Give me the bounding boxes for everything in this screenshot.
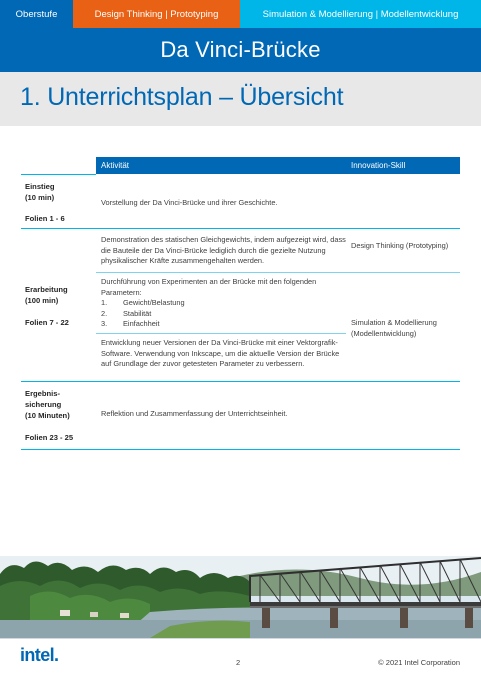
copyright-notice: © 2021 Intel Corporation xyxy=(378,658,460,667)
page-number: 2 xyxy=(236,658,241,667)
activity-cell: Vorstellung der Da Vinci-Brücke und ihrer Geschichte. xyxy=(101,198,278,207)
phase-duration: (100 min) xyxy=(25,296,59,305)
list-number: 3. xyxy=(101,319,108,329)
slides-range: Folien 23 - 25 xyxy=(25,433,74,442)
bridge-landscape-photo xyxy=(0,556,481,638)
section-heading: 1. Unterrichtsplan – Übersicht xyxy=(20,83,344,111)
slides-range: Folien 1 - 6 xyxy=(25,214,65,223)
phase-duration: (10 Minuten) xyxy=(25,411,70,420)
phase-ergebnissicherung xyxy=(25,388,70,421)
tab-simulation[interactable]: Simulation & Modellierung | Modellentwicklung xyxy=(240,0,481,28)
list-label: Stabilität xyxy=(123,308,152,318)
phase-name: Ergebnis- xyxy=(25,389,61,398)
column-header-skill: Innovation-Skill xyxy=(346,157,460,174)
footer-divider xyxy=(0,638,481,639)
skill-cell: Simulation & Modellierung (Modellentwicklung) xyxy=(351,318,437,338)
list-number: 1. xyxy=(101,298,108,308)
column-header-activity: Aktivität xyxy=(96,157,346,174)
section-header xyxy=(0,72,481,126)
row-divider xyxy=(21,449,460,450)
phase-name: sicherung xyxy=(25,400,62,409)
activity-cell xyxy=(101,277,346,330)
sub-row-divider xyxy=(96,333,346,334)
sub-row-divider xyxy=(96,272,460,273)
intel-logo: intel. xyxy=(20,645,59,665)
phase-erarbeitung xyxy=(25,284,68,306)
phase-duration: (10 min) xyxy=(25,193,55,202)
list-item xyxy=(101,298,346,309)
phase-einstieg xyxy=(25,181,55,203)
tab-design-thinking[interactable]: Design Thinking | Prototyping xyxy=(73,0,240,28)
activity-intro: Durchführung von Experimenten an der Brücke mit den folgenden Parametern: xyxy=(101,277,317,297)
skill-cell: Design Thinking (Prototyping) xyxy=(351,241,449,250)
list-item xyxy=(101,319,346,330)
activity-cell: Reflektion und Zusammenfassung der Unterrichtseinheit. xyxy=(101,409,288,418)
top-tab-bar xyxy=(0,0,481,28)
tab-oberstufe[interactable]: Oberstufe xyxy=(0,0,73,28)
activity-cell: Demonstration des statischen Gleichgewichts, indem aufgezeigt wird, dass die Bauteile der Da Vinci-Brücke lediglich durch die gezielte Nutzung physikalischer Kräfte zusammengehalten werden. xyxy=(101,235,346,266)
list-item xyxy=(101,309,346,320)
row-divider xyxy=(21,228,460,229)
list-label: Gewicht/Belastung xyxy=(123,298,185,308)
phase-name: Einstieg xyxy=(25,182,55,191)
slides-range: Folien 7 - 22 xyxy=(25,318,69,327)
parameter-list xyxy=(101,298,346,330)
activity-cell: Entwicklung neuer Versionen der Da Vinci-Brücke mit einer Vektorgrafik-Software. Verwendung von Inkscape, um die aktuelle Version der Brücke auf Grundlage der zuvor getesteten Parameter zu verbessern. xyxy=(101,338,340,369)
phase-name: Erarbeitung xyxy=(25,285,68,294)
list-label: Einfachheit xyxy=(123,319,160,329)
list-number: 2. xyxy=(101,308,108,318)
row-divider xyxy=(21,381,460,382)
document-title: Da Vinci-Brücke xyxy=(0,28,481,72)
lesson-plan-table xyxy=(21,157,460,452)
row-divider xyxy=(21,174,96,175)
